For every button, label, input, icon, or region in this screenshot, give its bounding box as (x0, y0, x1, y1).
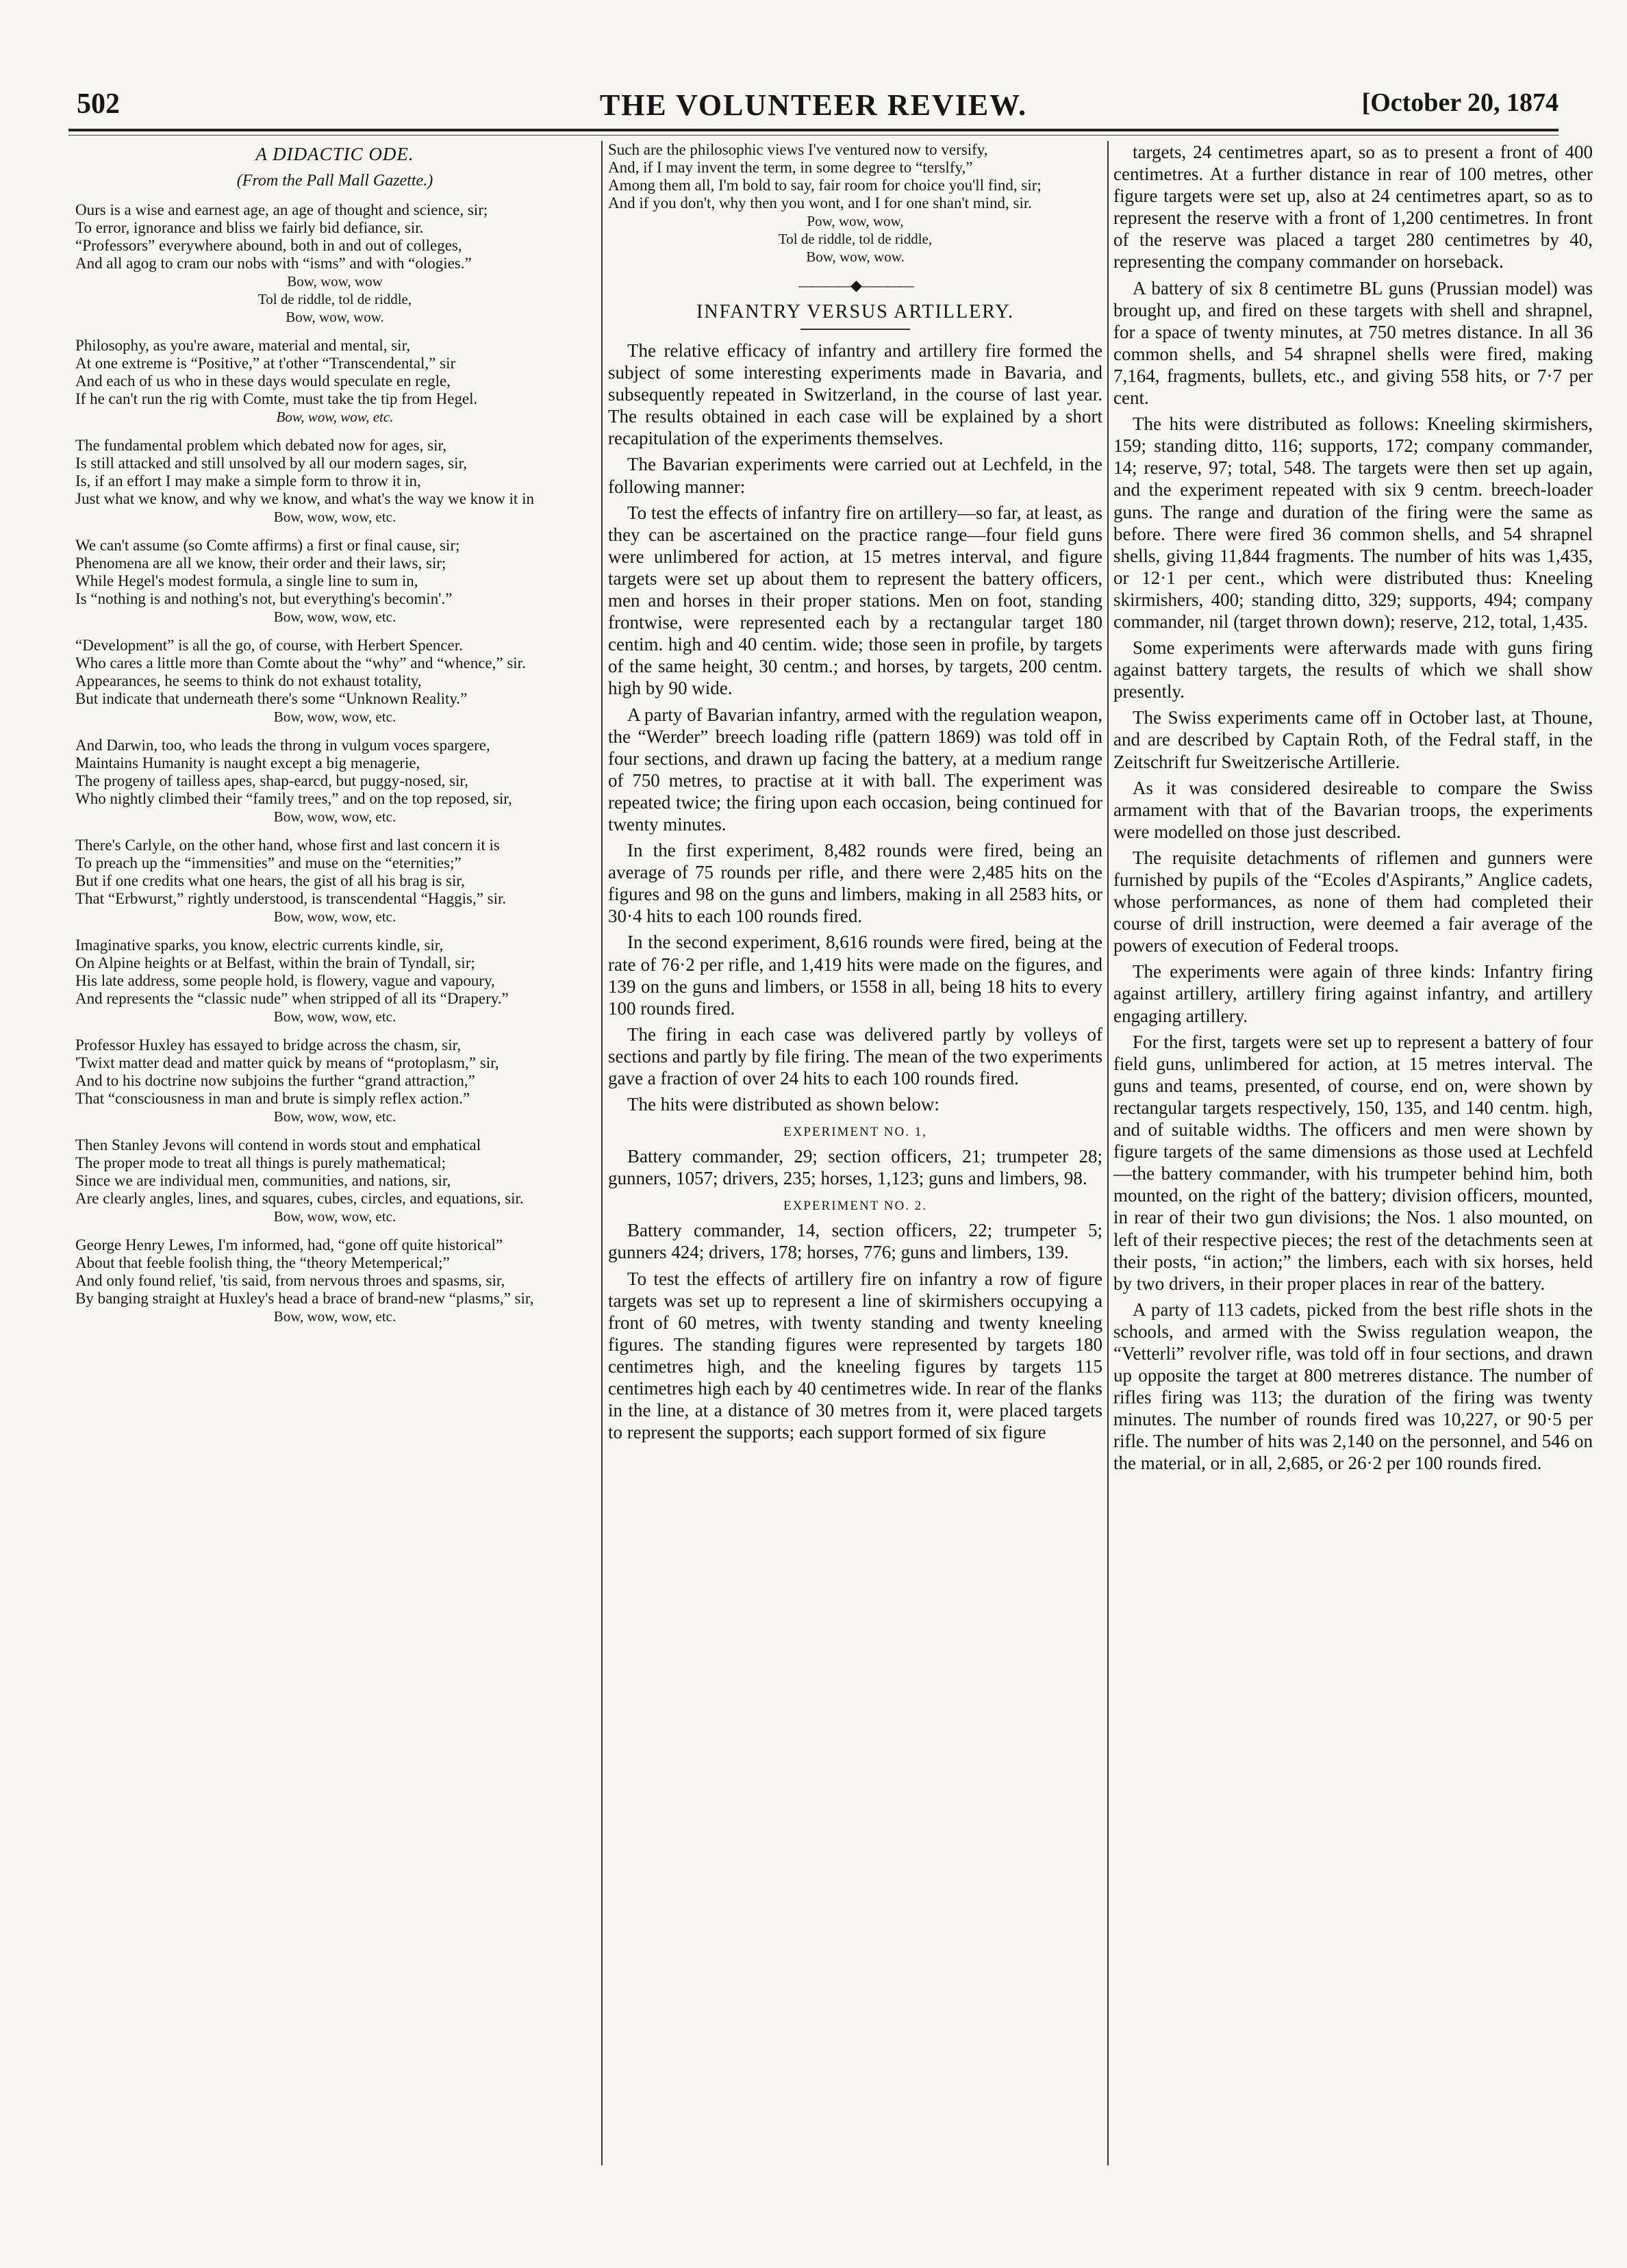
poem-line: We can't assume (so Comte affirms) a first or final cause, sir; (75, 537, 460, 554)
poem-stanza (75, 936, 594, 1025)
poem-line: Maintains Humanity is naught except a big menagerie, (75, 754, 420, 772)
poem-line: And if you don't, why then you wont, and I for one shan't mind, sir. (608, 194, 1033, 212)
article-paragraph: The firing in each case was delivered partly by volleys of sections and partly by file firing. The mean of the two experiments gave a fraction of over 24 hits to each 100 rounds fired. (608, 1023, 1102, 1088)
poem-refrain: Bow, wow, wow, etc. (273, 1008, 396, 1025)
poem-line: Appearances, he seems to think do not exhaust totality, (75, 672, 422, 689)
poem-refrain: Bow, wow, wow, etc. (273, 509, 396, 525)
poem-line: Who cares a little more than Comte about the “why” and “whence,” sir. (75, 654, 526, 672)
poem-line: And, if I may invent the term, in some degree to “terslfy,” (608, 159, 973, 176)
poem-line: And Darwin, too, who leads the throng in vulgum voces spargere, (75, 737, 490, 754)
poem-line: Just what we know, and why we know, and what's the way we know it in (75, 490, 534, 507)
header-rule (68, 129, 1559, 131)
poem-refrain: Bow, wow, wow, etc. (273, 1208, 396, 1225)
article-paragraph: Some experiments were afterwards made with guns firing against battery targets, the results of which we shall show presently. (1113, 637, 1593, 702)
header-rule-thin (68, 135, 1559, 136)
poem-stanza (75, 201, 594, 326)
poem-line: If he can't run the rig with Comte, must take the tip from Hegel. (75, 390, 478, 407)
article-paragraph: A party of 113 cadets, picked from the best rifle shots in the schools, and armed with the Swiss regulation weapon, the “Vetterli” revolver rifle, was told off in four sections, and drawn up opposite the target at 800 metreres distance. The number of rifles firing was 113; the duration of the firing was twenty minutes. The number of rounds fired was 10,227, or 90·5 per rifle. The number of hits was 2,140 on the personnel, and 546 on the material, or in all, 2,685, or 26·2 per 100 rounds fired. (1113, 1299, 1593, 1474)
poem-line: Such are the philosophic views I've ventured now to versify, (608, 141, 988, 158)
article-paragraph: The hits were distributed as shown below: (627, 1094, 939, 1115)
article-paragraph: To test the effects of artillery fire on infantry a row of figure targets was set up to represent a line of skirmishers occupying a front of 60 metres, with twenty standing and twenty kneeling figures. The standing figures were represented by targets 180 centimetres high, and the kneeling figures by targets 115 centimetres high each by 40 centimetres wide. In rear of the flanks in the line, at a distance of 30 metres from it, were placed targets to represent the supports; each support formed of six figure (608, 1268, 1102, 1443)
poem-line: By banging straight at Huxley's head a brace of brand-new “plasms,” sir, (75, 1290, 534, 1307)
poem-stanza (75, 1136, 594, 1225)
poem-stanza (75, 1036, 594, 1125)
poem-line: His late address, some people hold, is flowery, vague and vapoury, (75, 972, 495, 989)
poem-line: George Henry Lewes, I'm informed, had, “gone off quite historical” (75, 1236, 503, 1253)
poem-line: The progeny of tailless apes, shap-earcd, but puggy-nosed, sir, (75, 772, 468, 789)
poem-line: Is “nothing is and nothing's not, but everything's becomin'.” (75, 590, 453, 607)
poem-refrain: Bow, wow, wow, etc. (273, 709, 396, 725)
poem-line: And represents the “classic nude” when stripped of all its “Drapery.” (75, 990, 509, 1007)
poem-stanza (75, 337, 594, 426)
poem-final-stanza (608, 141, 1102, 266)
column-3 (1113, 141, 1593, 2165)
article-paragraph: A party of Bavarian infantry, armed with the regulation weapon, the “Werder” breech loading rifle (pattern 1869) was told off in four sections, and drawn up facing the battery, at a medium range of 750 metres, to practise at it with ball. The experiment was repeated twice; the firing upon each occasion, being continued for twenty minutes. (608, 704, 1102, 834)
poem-refrain: Bow, wow, wow, etc. (273, 609, 396, 625)
article-paragraph: In the second experiment, 8,616 rounds were fired, being at the rate of 76·2 per rifle, and 1,419 hits were made on the figures, and 139 on the guns and limbers, or 1558 in all, being 18 hits to every 100 rounds fired. (608, 932, 1102, 1019)
article-paragraph: targets, 24 centimetres apart, so as to present a front of 400 centimetres. At a further distance in rear of 100 metres, other figure targets were set up, also at 24 centimetres apart, so as to represent the reserve with a front of 1,200 centimetres. In front of the reserve was placed a target 280 centimetres by 40, representing the company commander on horseback. (1113, 142, 1593, 272)
article-paragraph: A battery of six 8 centimetre BL guns (Prussian model) was brought up, and fired on these targets with shell and shrapnel, for a space of twenty minutes, at 750 metres distance. In all 36 common shells, and 54 shrapnel shells were fired, making 7,164, fragments, bullets, etc., and giving 558 hits, or 7·7 per cent. (1113, 277, 1593, 409)
article-paragraph: The requisite detachments of riflemen and gunners were furnished by pupils of the “Ecoles d'Aspirants,” Anglice cadets, whose performances, as none of them had completed their course of drill instruction, were deemed a fair average of the powers of execution of Federal troops. (1113, 847, 1593, 956)
poem-refrain: Bow, wow, wow, etc. (273, 1108, 396, 1125)
poem-line: And only found relief, 'tis said, from nervous throes and spasms, sir, (75, 1272, 505, 1289)
column-divider (1107, 141, 1109, 2165)
poem-line: Phenomena are all we know, their order and their laws, sir; (75, 555, 446, 572)
poem-stanza (75, 837, 594, 926)
poem-line: But if one credits what one hears, the gist of all his brag is sir, (75, 872, 465, 889)
poem-refrain: Bow, wow, wow, etc. (273, 1308, 396, 1325)
poem-refrain: Bow, wow, wow, etc. (273, 808, 396, 825)
issue-date: [October 20, 1874 (1361, 88, 1559, 117)
experiment-2-heading: EXPERIMENT NO. 2. (783, 1199, 927, 1214)
article-body-continued (1113, 141, 1593, 1475)
poem-line: “Development” is all the go, of course, with Herbert Spencer. (75, 637, 463, 654)
poem-stanza (75, 637, 594, 726)
publication-title: THE VOLUNTEER REVIEW. (599, 88, 1028, 122)
poem-line: Is, if an effort I may make a simple form to throw it in, (75, 472, 421, 489)
poem-line: Then Stanley Jevons will contend in words stout and emphatical (75, 1136, 481, 1154)
poem-stanzas (75, 201, 594, 1325)
poem-stanza (75, 537, 594, 626)
article-paragraph: As it was considered desireable to compare the Swiss armament with that of the Bavarian troops, the experiments were modelled on those just described. (1113, 777, 1593, 842)
poem-line: The proper mode to treat all things is purely mathematical; (75, 1154, 446, 1171)
column-1 (75, 141, 594, 2165)
poem-line: And to his doctrine now subjoins the further “grand attraction,” (75, 1072, 475, 1089)
poem-line: To preach up the “immensities” and muse on the “eternities;” (75, 854, 462, 871)
page-number: 502 (77, 88, 120, 120)
poem-line: Imaginative sparks, you know, electric currents kindle, sir, (75, 936, 444, 954)
experiment-2-text: Battery commander, 14, section officers, 22; trumpeter 5; gunners 424; drivers, 178; horses, 776; guns and limbers, 139. (608, 1220, 1102, 1263)
poem-line: While Hegel's modest formula, a single line to sum in, (75, 572, 418, 589)
poem-refrain: Bow, wow, wow. (806, 249, 905, 265)
column-divider (601, 141, 603, 2165)
poem-refrain: Tol de riddle, tol de riddle, (257, 291, 412, 307)
column-2 (608, 141, 1102, 2165)
poem-line: Among them all, I'm bold to say, fair room for choice you'll find, sir; (608, 177, 1042, 194)
poem-line: “Professors” everywhere abound, both in and out of colleges, (75, 237, 462, 254)
poem-line: And each of us who in these days would speculate en regle, (75, 372, 451, 390)
poem-line: At one extreme is “Positive,” at t'other “Transcendental,” sir (75, 355, 456, 372)
poem-refrain: Bow, wow, wow, etc. (273, 908, 396, 925)
experiment-1-text: Battery commander, 29; section officers, 21; trumpeter 28; gunners, 1057; drivers, 235; horses, 1,123; guns and limbers, 98. (608, 1146, 1102, 1189)
poem-line: Ours is a wise and earnest age, an age of thought and science, sir; (75, 201, 488, 218)
poem-refrain: Pow, wow, wow, (807, 213, 904, 229)
article-paragraph: The experiments were again of three kinds: Infantry firing against artillery, artillery firing against infantry, and artillery engaging artillery. (1113, 961, 1593, 1026)
article-paragraph: In the first experiment, 8,482 rounds were fired, being an average of 75 rounds per rifle, and there were 2,485 hits on the figures and 98 on the guns and limbers, making in all 2583 hits, or 30·4 hits to each 100 rounds fired. (608, 840, 1102, 927)
poem-line: That “Erbwurst,” rightly understood, is transcendental “Haggis,” sir. (75, 890, 507, 907)
poem-title: A DIDACTIC ODE. (255, 144, 414, 164)
poem-stanza (75, 437, 594, 526)
poem-line: Who nightly climbed their “family trees,” and on the top reposed, sir, (75, 790, 512, 807)
poem-source: (From the Pall Mall Gazette.) (236, 172, 433, 190)
poem-line: Is still attacked and still unsolved by all our modern sages, sir, (75, 455, 468, 472)
poem-line: 'Twixt matter dead and matter quick by means of “protoplasm,” sir, (75, 1054, 499, 1071)
poem-line: Are clearly angles, lines, and squares, cubes, circles, and equations, sir. (75, 1190, 524, 1207)
experiment-1-heading: EXPERIMENT NO. 1, (783, 1125, 927, 1140)
article-paragraph: For the first, targets were set up to represent a battery of four field guns, unlimbered for action, at 15 metres interval. The guns and teams, presented, of course, end on, were shown by rectangular targets respectively, 150, 135, and 140 centm. high, and of suitable widths. The officers and men were shown by figure targets of the same dimensions as those used at Lechfeld—the battery commander, with his trumpeter behind him, both mounted, on the right of the battery; division officers, mounted, in rear of their two gun divisions; the Nos. 1 also mounted, on left of their respective pieces; the rest of the detachments seen at their posts, “in action;” the limbers, each with six horses, held by two drivers, in their proper places in rear of the battery. (1113, 1031, 1593, 1294)
poem-line: About that feeble foolish thing, the “theory Metemperical;” (75, 1254, 450, 1271)
page-header (68, 81, 1559, 136)
poem-refrain: Bow, wow, wow (287, 273, 383, 290)
article-paragraph: The hits were distributed as follows: Kneeling skirmishers, 159; standing ditto, 116; supports, 172; company commander, 14; reserve, 97; total, 548. The targets were then set up again, and the experiment repeated with six 9 centm. breech-loader guns. The range and duration of the firing were the same as before. There were fired 36 common shells, and 54 shrapnel shells, giving 11,844 fragments. The number of hits was 1,435, or 12·1 per cent., which were distributed thus: Kneeling skirmishers, 400; standing ditto, 329; supports, 494; company commander, nil (target thrown down); reserve, 212, total, 1,435. (1113, 413, 1593, 632)
poem-line: The fundamental problem which debated now for ages, sir, (75, 437, 446, 454)
poem-line: To error, ignorance and bliss we fairly bid defiance, sir. (75, 219, 424, 236)
poem-line: On Alpine heights or at Belfast, within the brain of Tyndall, sir; (75, 954, 475, 971)
poem-stanza (75, 1236, 594, 1325)
poem-line: That “consciousness in man and brute is simply reflex action.” (75, 1090, 470, 1107)
poem-line: There's Carlyle, on the other hand, whose first and last concern it is (75, 837, 500, 854)
article-paragraph: To test the effects of infantry fire on artillery—so far, at least, as they can be ascertained on the practice range—four field guns were unlimbered for action, at 15 metres interval, and figure targets were set up about them to represent the battery officers, men and horses in their proper stations. Men on foot, standing frontwise, were represented each by a rectangular target 180 centim. high and 40 centim. wide; those seen in profile, by targets of the same height, 30 centm.; and horses, by targets, 200 centm. high by 90 wide. (608, 502, 1102, 699)
article-title: INFANTRY VERSUS ARTILLERY. (696, 301, 1014, 322)
title-rule (800, 329, 910, 330)
poem-refrain: Bow, wow, wow, etc. (276, 409, 394, 425)
article-body (608, 340, 1102, 1115)
article-paragraph: The Bavarian experiments were carried out at Lechfeld, in the following manner: (608, 454, 1102, 497)
poem-line: And all agog to cram our nobs with “isms” and with “ologies.” (75, 255, 472, 272)
poem-line: Philosophy, as you're aware, material and mental, sir, (75, 337, 411, 354)
poem-line: Professor Huxley has essayed to bridge across the chasm, sir, (75, 1036, 462, 1054)
poem-line: Since we are individual men, communities, and nations, sir, (75, 1172, 451, 1189)
section-ornament: ————◆———— (798, 277, 912, 294)
poem-line: But indicate that underneath there's some “Unknown Reality.” (75, 690, 468, 707)
article-paragraph: The Swiss experiments came off in October last, at Thoune, and are described by Captain Roth, of the Fedral staff, in the Zeitschrift fur Sweitzerische Artillerie. (1113, 707, 1593, 772)
poem-refrain: Tol de riddle, tol de riddle, (778, 231, 933, 247)
poem-refrain: Bow, wow, wow. (286, 309, 384, 325)
poem-stanza (75, 737, 594, 826)
article-paragraph: The relative efficacy of infantry and artillery fire formed the subject of some interesting experiments made in Bavaria, and subsequently repeated in Switzerland, in the course of last year. The results obtained in each case will be explained by a short recapitulation of the experiments themselves. (608, 340, 1102, 449)
